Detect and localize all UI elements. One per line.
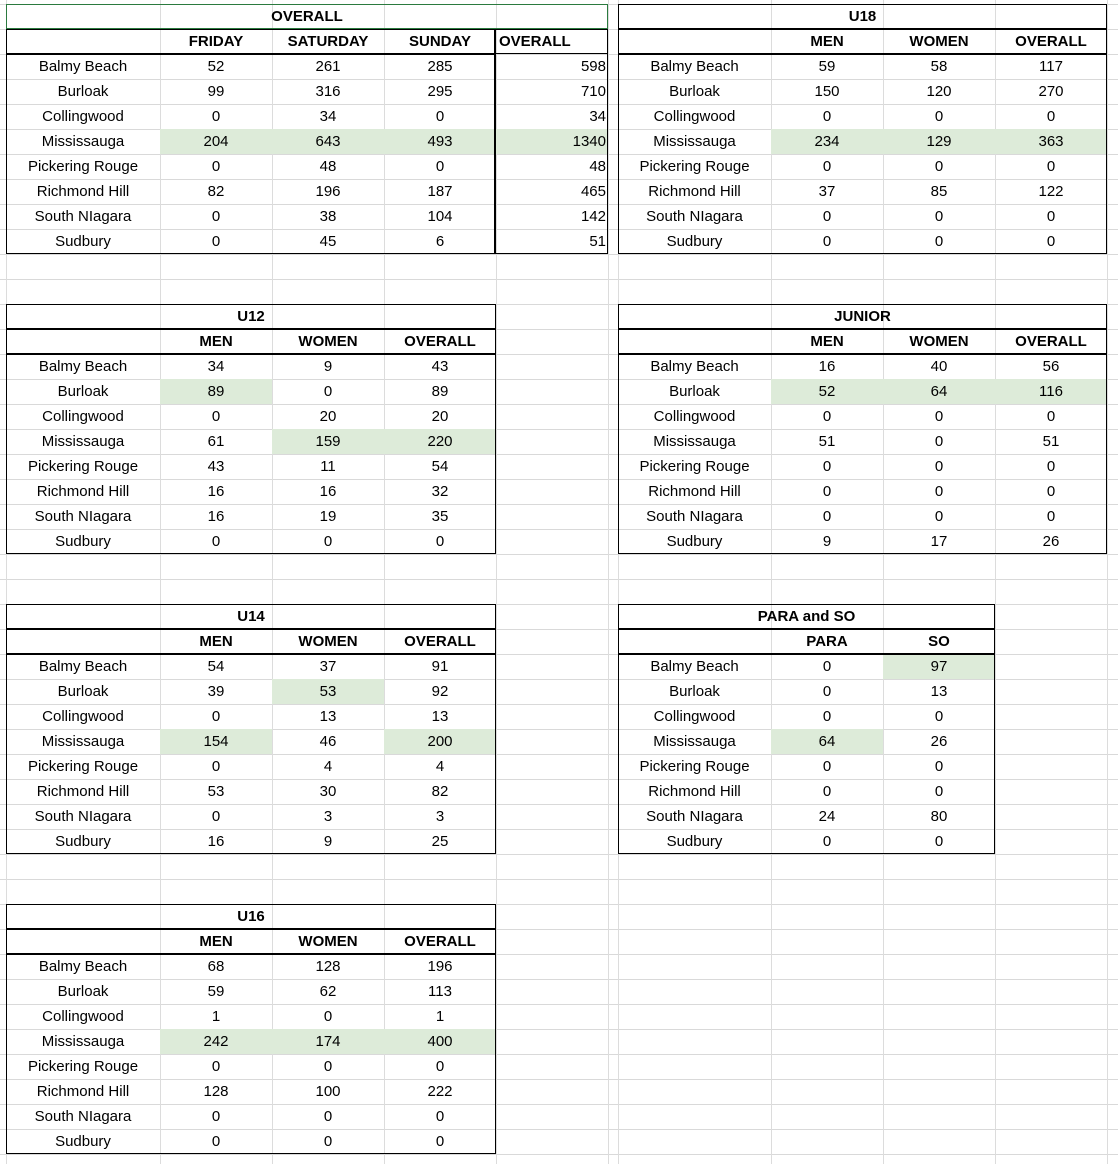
overall-table-club-name[interactable]: Burloak xyxy=(57,83,109,100)
u14-table-cell[interactable]: 39 xyxy=(207,683,225,700)
overall-table-cell[interactable]: 48 xyxy=(319,158,337,175)
u16-table-cell[interactable]: 0 xyxy=(435,1133,445,1150)
u16-table-cell[interactable]: 196 xyxy=(427,958,453,975)
u18-table-cell[interactable]: 0 xyxy=(822,233,832,250)
junior-table-cell[interactable]: 0 xyxy=(1046,408,1056,425)
u12-table-title: U12 xyxy=(237,308,265,325)
overall-table-cell[interactable]: 465 xyxy=(580,183,606,200)
para-so-table-cell[interactable]: 0 xyxy=(822,658,832,675)
u14-table-header-women[interactable]: WOMEN xyxy=(298,633,358,650)
u16-table-club-name[interactable]: Collingwood xyxy=(42,1008,124,1025)
u14-table-cell[interactable]: 13 xyxy=(431,708,449,725)
overall-table-cell[interactable]: 45 xyxy=(319,233,337,250)
u18-table-cell[interactable]: 0 xyxy=(1046,233,1056,250)
para-so-table xyxy=(618,604,995,854)
overall-table-cell[interactable]: 48 xyxy=(589,158,606,175)
overall-table-cell[interactable]: 295 xyxy=(427,83,453,100)
para-so-table-cell[interactable]: 0 xyxy=(934,833,944,850)
u12-table-cell[interactable]: 16 xyxy=(207,508,225,525)
u14-table-club-name[interactable]: Mississauga xyxy=(41,733,125,750)
overall-table-header-sunday[interactable]: SUNDAY xyxy=(409,33,471,50)
u12-table-club-name[interactable]: Mississauga xyxy=(41,433,125,450)
u18-table-cell[interactable]: 58 xyxy=(930,58,948,75)
u14-table-club-name[interactable]: South NIagara xyxy=(34,808,132,825)
overall-table-cell[interactable]: 99 xyxy=(207,83,225,100)
overall-table-cell[interactable]: 196 xyxy=(315,183,341,200)
u16-table-cell[interactable]: 174 xyxy=(272,1029,384,1054)
u16-table-cell[interactable]: 222 xyxy=(427,1083,453,1100)
u14-table-cell[interactable]: 9 xyxy=(323,833,333,850)
u14-table-cell[interactable]: 154 xyxy=(160,729,272,754)
overall-table-cell[interactable]: 0 xyxy=(211,208,221,225)
u12-table-club-name[interactable]: Collingwood xyxy=(42,408,124,425)
u18-table-cell[interactable]: 85 xyxy=(930,183,948,200)
overall-table-cell[interactable]: 6 xyxy=(435,233,445,250)
u18-table-title: U18 xyxy=(848,8,877,25)
u18-table-header-women[interactable]: WOMEN xyxy=(909,33,969,50)
u12-table-club-name[interactable]: Balmy Beach xyxy=(38,358,128,375)
overall-table-cell[interactable]: 34 xyxy=(589,108,606,125)
u18-table-cell[interactable]: 234 xyxy=(771,129,883,154)
para-so-table-cell[interactable]: 0 xyxy=(822,683,832,700)
para-so-table-club-name[interactable]: Richmond Hill xyxy=(648,783,741,800)
u12-table-cell[interactable]: 0 xyxy=(211,408,221,425)
u12-table-club-name[interactable]: Burloak xyxy=(57,383,109,400)
overall-table-club-name[interactable]: Mississauga xyxy=(41,133,125,150)
u16-table-cell[interactable]: 1 xyxy=(211,1008,221,1025)
overall-table-header-friday[interactable]: FRIDAY xyxy=(188,33,244,50)
overall-table-cell[interactable]: 82 xyxy=(207,183,225,200)
u14-table xyxy=(6,604,496,854)
u18-table-cell[interactable]: 0 xyxy=(822,208,832,225)
para-so-table-header-so[interactable]: SO xyxy=(928,633,950,650)
u18-table-club-name[interactable]: Richmond Hill xyxy=(648,183,741,200)
u18-table-cell[interactable]: 120 xyxy=(926,83,952,100)
u16-table-cell[interactable]: 0 xyxy=(435,1108,445,1125)
junior-table-club-name[interactable]: Collingwood xyxy=(653,408,736,425)
junior-table-club-name[interactable]: Balmy Beach xyxy=(650,358,739,375)
para-so-table-club-name[interactable]: Collingwood xyxy=(653,708,736,725)
u12-table-club-name[interactable]: Richmond Hill xyxy=(36,483,130,500)
u16-table-club-name[interactable]: Pickering Rouge xyxy=(27,1058,139,1075)
overall-table-cell[interactable]: 142 xyxy=(580,208,606,225)
u18-table-cell[interactable]: 0 xyxy=(934,158,944,175)
u14-table-cell[interactable]: 0 xyxy=(211,708,221,725)
u18-table-cell[interactable]: 0 xyxy=(934,233,944,250)
junior-table-cell[interactable]: 64 xyxy=(883,379,995,404)
u14-table-header-overall[interactable]: OVERALL xyxy=(404,633,476,650)
overall-table-cell[interactable]: 261 xyxy=(315,58,341,75)
u16-table-cell[interactable]: 59 xyxy=(207,983,225,1000)
junior-table-cell[interactable]: 17 xyxy=(930,533,948,550)
overall-table-header-saturday[interactable]: SATURDAY xyxy=(287,33,369,50)
junior-table-header-women[interactable]: WOMEN xyxy=(909,333,969,350)
u14-table-cell[interactable]: 53 xyxy=(272,679,384,704)
u16-table-cell[interactable]: 100 xyxy=(315,1083,341,1100)
para-so-table-club-name[interactable]: Sudbury xyxy=(666,833,723,850)
para-so-table-club-name[interactable]: Burloak xyxy=(669,683,720,700)
u14-table-cell[interactable]: 53 xyxy=(207,783,225,800)
overall-table-cell[interactable]: 104 xyxy=(427,208,453,225)
u12-table-cell[interactable]: 54 xyxy=(431,458,449,475)
u16-table-cell[interactable]: 128 xyxy=(315,958,341,975)
junior-table-cell[interactable]: 0 xyxy=(934,408,944,425)
junior-table-cell[interactable]: 26 xyxy=(1042,533,1060,550)
u16-table-club-name[interactable]: Mississauga xyxy=(41,1033,125,1050)
u16-table-cell[interactable]: 0 xyxy=(211,1133,221,1150)
junior-table-club-name[interactable]: Burloak xyxy=(669,383,720,400)
para-so-table-club-name[interactable]: Pickering Rouge xyxy=(639,758,750,775)
para-so-table-cell[interactable]: 80 xyxy=(930,808,948,825)
overall-table-cell[interactable]: 0 xyxy=(211,233,221,250)
u18-table-header-overall[interactable]: OVERALL xyxy=(1015,33,1087,50)
junior-table-cell[interactable]: 0 xyxy=(1046,483,1056,500)
para-so-table-cell[interactable]: 0 xyxy=(822,833,832,850)
u14-table-cell[interactable]: 3 xyxy=(323,808,333,825)
u14-table-title: U14 xyxy=(237,608,265,625)
u12-table-cell[interactable]: 0 xyxy=(211,533,221,550)
para-so-table-cell[interactable]: 0 xyxy=(934,758,944,775)
overall-table-title: OVERALL xyxy=(271,8,343,25)
para-so-table-club-name[interactable]: Mississauga xyxy=(653,733,736,750)
u14-table-cell[interactable]: 4 xyxy=(323,758,333,775)
u14-table-header-men[interactable]: MEN xyxy=(199,633,233,650)
junior-table-club-name[interactable]: Richmond Hill xyxy=(648,483,741,500)
u18-table-cell[interactable]: 0 xyxy=(822,158,832,175)
para-so-table-cell[interactable]: 97 xyxy=(883,654,995,679)
u16-table xyxy=(6,904,496,1154)
overall-table xyxy=(6,4,608,254)
u18-table-club-name[interactable]: Collingwood xyxy=(653,108,736,125)
para-so-table-club-name[interactable]: South NIagara xyxy=(646,808,743,825)
u16-table-cell[interactable]: 0 xyxy=(323,1058,333,1075)
u12-table-cell[interactable]: 89 xyxy=(160,379,272,404)
overall-table-cell[interactable]: 204 xyxy=(160,129,272,154)
overall-table-cell[interactable]: 0 xyxy=(435,108,445,125)
junior-table-cell[interactable]: 52 xyxy=(771,379,883,404)
u14-table-cell[interactable]: 3 xyxy=(435,808,445,825)
u16-table-cell[interactable]: 0 xyxy=(435,1058,445,1075)
u14-table-cell[interactable]: 16 xyxy=(207,833,225,850)
u18-table-club-name[interactable]: Balmy Beach xyxy=(650,58,739,75)
u16-table-cell[interactable]: 0 xyxy=(323,1108,333,1125)
u12-table-cell[interactable]: 32 xyxy=(431,483,449,500)
overall-table-cell[interactable]: 51 xyxy=(589,233,606,250)
u12-table-cell[interactable]: 9 xyxy=(323,358,333,375)
overall-table-club-name[interactable]: Collingwood xyxy=(42,108,124,125)
overall-table-cell[interactable]: 34 xyxy=(319,108,337,125)
u14-table-club-name[interactable]: Sudbury xyxy=(55,833,111,850)
u12-table-cell[interactable]: 11 xyxy=(320,458,336,475)
junior-table-club-name[interactable]: Pickering Rouge xyxy=(639,458,750,475)
u14-table-cell[interactable]: 91 xyxy=(431,658,449,675)
u18-table-cell[interactable]: 0 xyxy=(934,108,944,125)
para-so-table-title: PARA and SO xyxy=(757,608,856,625)
junior-table-cell[interactable]: 0 xyxy=(1046,458,1056,475)
junior-table-cell[interactable]: 0 xyxy=(822,408,832,425)
u12-table-cell[interactable]: 34 xyxy=(207,358,225,375)
u18-table-cell[interactable]: 363 xyxy=(995,129,1107,154)
u18-table-cell[interactable]: 117 xyxy=(1039,58,1063,75)
u16-table-cell[interactable]: 0 xyxy=(323,1133,333,1150)
junior-table-club-name[interactable]: South NIagara xyxy=(646,508,743,525)
u12-table-cell[interactable]: 0 xyxy=(323,533,333,550)
junior-table-cell[interactable]: 16 xyxy=(818,358,836,375)
u14-table-cell[interactable]: 0 xyxy=(211,758,221,775)
u16-table-cell[interactable]: 0 xyxy=(211,1108,221,1125)
para-so-table-cell[interactable]: 24 xyxy=(818,808,836,825)
u12-table xyxy=(6,304,496,554)
u18-table-club-name[interactable]: Sudbury xyxy=(666,233,723,250)
overall-table-cell[interactable]: 316 xyxy=(315,83,341,100)
overall-table-cell[interactable]: 285 xyxy=(427,58,453,75)
overall-table-cell[interactable]: 52 xyxy=(207,58,225,75)
u18-table-cell[interactable]: 59 xyxy=(818,58,836,75)
junior-table-header-overall[interactable]: OVERALL xyxy=(1015,333,1087,350)
u14-table-club-name[interactable]: Balmy Beach xyxy=(38,658,128,675)
u16-table-club-name[interactable]: Sudbury xyxy=(55,1133,111,1150)
u14-table-club-name[interactable]: Pickering Rouge xyxy=(27,758,139,775)
u12-table-cell[interactable]: 16 xyxy=(319,483,337,500)
junior-table-cell[interactable]: 0 xyxy=(822,483,832,500)
u12-table-cell[interactable]: 159 xyxy=(272,429,384,454)
u12-table-cell[interactable]: 43 xyxy=(431,358,449,375)
u18-table-cell[interactable]: 0 xyxy=(934,208,944,225)
overall-table-cell[interactable]: 0 xyxy=(211,158,221,175)
u12-table-cell[interactable]: 220 xyxy=(384,429,496,454)
u14-table-cell[interactable]: 46 xyxy=(319,733,337,750)
u12-table-cell[interactable]: 20 xyxy=(319,408,337,425)
u18-table-club-name[interactable]: South NIagara xyxy=(646,208,743,225)
junior-table-cell[interactable]: 0 xyxy=(1046,508,1056,525)
overall-table-header-overall[interactable]: OVERALL xyxy=(499,33,571,50)
u14-table-cell[interactable]: 82 xyxy=(431,783,449,800)
u12-table-header-men[interactable]: MEN xyxy=(199,333,233,350)
overall-table-cell[interactable]: 187 xyxy=(427,183,453,200)
u14-table-cell[interactable]: 4 xyxy=(435,758,445,775)
para-so-table-cell[interactable]: 0 xyxy=(822,708,832,725)
overall-table-club-name[interactable]: South NIagara xyxy=(34,208,132,225)
u12-table-cell[interactable]: 0 xyxy=(435,533,445,550)
u12-table-cell[interactable]: 19 xyxy=(319,508,337,525)
u16-table-header-men[interactable]: MEN xyxy=(199,933,233,950)
u12-table-header-overall[interactable]: OVERALL xyxy=(404,333,476,350)
u14-table-cell[interactable]: 25 xyxy=(431,833,449,850)
u18-table-cell[interactable]: 150 xyxy=(814,83,840,100)
junior-table-cell[interactable]: 0 xyxy=(822,508,832,525)
junior-table-header-men[interactable]: MEN xyxy=(810,333,844,350)
u16-table-header-overall[interactable]: OVERALL xyxy=(404,933,476,950)
u14-table-club-name[interactable]: Richmond Hill xyxy=(36,783,130,800)
junior-table-club-name[interactable]: Sudbury xyxy=(666,533,723,550)
u16-table-cell[interactable]: 113 xyxy=(428,983,452,1000)
overall-table-cell[interactable]: 710 xyxy=(580,83,606,100)
u12-table-header-women[interactable]: WOMEN xyxy=(298,333,358,350)
u16-table-cell[interactable]: 68 xyxy=(207,958,225,975)
u16-table-cell[interactable]: 242 xyxy=(160,1029,272,1054)
u18-table-club-name[interactable]: Burloak xyxy=(669,83,720,100)
u16-table-cell[interactable]: 0 xyxy=(323,1008,333,1025)
junior-table-club-name[interactable]: Mississauga xyxy=(653,433,736,450)
u16-table-header-women[interactable]: WOMEN xyxy=(298,933,358,950)
junior-table-cell[interactable]: 40 xyxy=(930,358,948,375)
para-so-table-club-name[interactable]: Balmy Beach xyxy=(650,658,739,675)
junior-table-cell[interactable]: 51 xyxy=(818,433,836,450)
u12-table-cell[interactable]: 89 xyxy=(431,383,449,400)
u12-table-club-name[interactable]: Pickering Rouge xyxy=(27,458,139,475)
overall-table-cell[interactable]: 1340 xyxy=(496,129,608,154)
junior-table-cell[interactable]: 51 xyxy=(1042,433,1060,450)
overall-table-cell[interactable]: 0 xyxy=(435,158,445,175)
u14-table-club-name[interactable]: Burloak xyxy=(57,683,109,700)
overall-table-cell[interactable]: 598 xyxy=(580,58,606,75)
u14-table-cell[interactable]: 92 xyxy=(431,683,449,700)
para-so-table-cell[interactable]: 64 xyxy=(771,729,883,754)
junior-table-cell[interactable]: 0 xyxy=(934,508,944,525)
junior-table-cell[interactable]: 0 xyxy=(934,433,944,450)
u18-table-cell[interactable]: 37 xyxy=(818,183,836,200)
para-so-table-cell[interactable]: 0 xyxy=(934,708,944,725)
u12-table-cell[interactable]: 35 xyxy=(431,508,449,525)
u18-table-cell[interactable]: 129 xyxy=(883,129,995,154)
u12-table-club-name[interactable]: South NIagara xyxy=(34,508,132,525)
junior-table-cell[interactable]: 0 xyxy=(934,483,944,500)
u18-table-cell[interactable]: 270 xyxy=(1038,83,1064,100)
overall-table-club-name[interactable]: Richmond Hill xyxy=(36,183,130,200)
junior-table-cell[interactable]: 0 xyxy=(822,458,832,475)
overall-table-cell[interactable]: 0 xyxy=(211,108,221,125)
u18-table-cell[interactable]: 0 xyxy=(822,108,832,125)
junior-table-title: JUNIOR xyxy=(834,308,891,325)
u14-table-cell[interactable]: 37 xyxy=(319,658,337,675)
overall-table-cell[interactable]: 38 xyxy=(319,208,337,225)
u18-table-header-men[interactable]: MEN xyxy=(810,33,844,50)
u14-table-cell[interactable]: 54 xyxy=(207,658,225,675)
junior-table-cell[interactable]: 0 xyxy=(934,458,944,475)
u12-table-club-name[interactable]: Sudbury xyxy=(55,533,111,550)
u18-table-cell[interactable]: 0 xyxy=(1046,158,1056,175)
u12-table-cell[interactable]: 0 xyxy=(323,383,333,400)
u16-table-cell[interactable]: 128 xyxy=(203,1083,229,1100)
u14-table-cell[interactable]: 0 xyxy=(211,808,221,825)
u14-table-club-name[interactable]: Collingwood xyxy=(42,708,124,725)
para-so-table-cell[interactable]: 0 xyxy=(822,783,832,800)
junior-table xyxy=(618,304,1107,554)
overall-table-club-name[interactable]: Pickering Rouge xyxy=(27,158,139,175)
u14-table-cell[interactable]: 30 xyxy=(319,783,337,800)
overall-table-club-name[interactable]: Sudbury xyxy=(55,233,111,250)
u12-table-cell[interactable]: 43 xyxy=(207,458,225,475)
u18-table-club-name[interactable]: Pickering Rouge xyxy=(639,158,750,175)
u18-table-cell[interactable]: 0 xyxy=(1046,108,1056,125)
u16-table-cell[interactable]: 400 xyxy=(384,1029,496,1054)
overall-table-cell[interactable]: 493 xyxy=(384,129,496,154)
para-so-table-cell[interactable]: 13 xyxy=(930,683,948,700)
u18-table xyxy=(618,4,1107,254)
u16-table-club-name[interactable]: Burloak xyxy=(57,983,109,1000)
u16-table-cell[interactable]: 0 xyxy=(211,1058,221,1075)
para-so-table-cell[interactable]: 26 xyxy=(930,733,948,750)
u18-table-club-name[interactable]: Mississauga xyxy=(653,133,736,150)
para-so-table-header-para[interactable]: PARA xyxy=(806,633,848,650)
u14-table-cell[interactable]: 13 xyxy=(319,708,337,725)
u14-table-cell[interactable]: 200 xyxy=(384,729,496,754)
u16-table-club-name[interactable]: Richmond Hill xyxy=(36,1083,130,1100)
u16-table-club-name[interactable]: Balmy Beach xyxy=(38,958,128,975)
overall-table-club-name[interactable]: Balmy Beach xyxy=(38,58,128,75)
junior-table-cell[interactable]: 116 xyxy=(995,379,1107,404)
u16-table-cell[interactable]: 1 xyxy=(435,1008,445,1025)
para-so-table-cell[interactable]: 0 xyxy=(822,758,832,775)
u16-table-title: U16 xyxy=(237,908,265,925)
u12-table-cell[interactable]: 20 xyxy=(431,408,449,425)
para-so-table-cell[interactable]: 0 xyxy=(934,783,944,800)
u18-table-cell[interactable]: 122 xyxy=(1038,183,1064,200)
u12-table-cell[interactable]: 16 xyxy=(207,483,225,500)
u16-table-cell[interactable]: 62 xyxy=(319,983,337,1000)
u12-table-cell[interactable]: 61 xyxy=(207,433,225,450)
overall-table-cell[interactable]: 643 xyxy=(272,129,384,154)
junior-table-cell[interactable]: 56 xyxy=(1042,358,1060,375)
junior-table-cell[interactable]: 9 xyxy=(822,533,832,550)
u18-table-cell[interactable]: 0 xyxy=(1046,208,1056,225)
u16-table-club-name[interactable]: South NIagara xyxy=(34,1108,132,1125)
